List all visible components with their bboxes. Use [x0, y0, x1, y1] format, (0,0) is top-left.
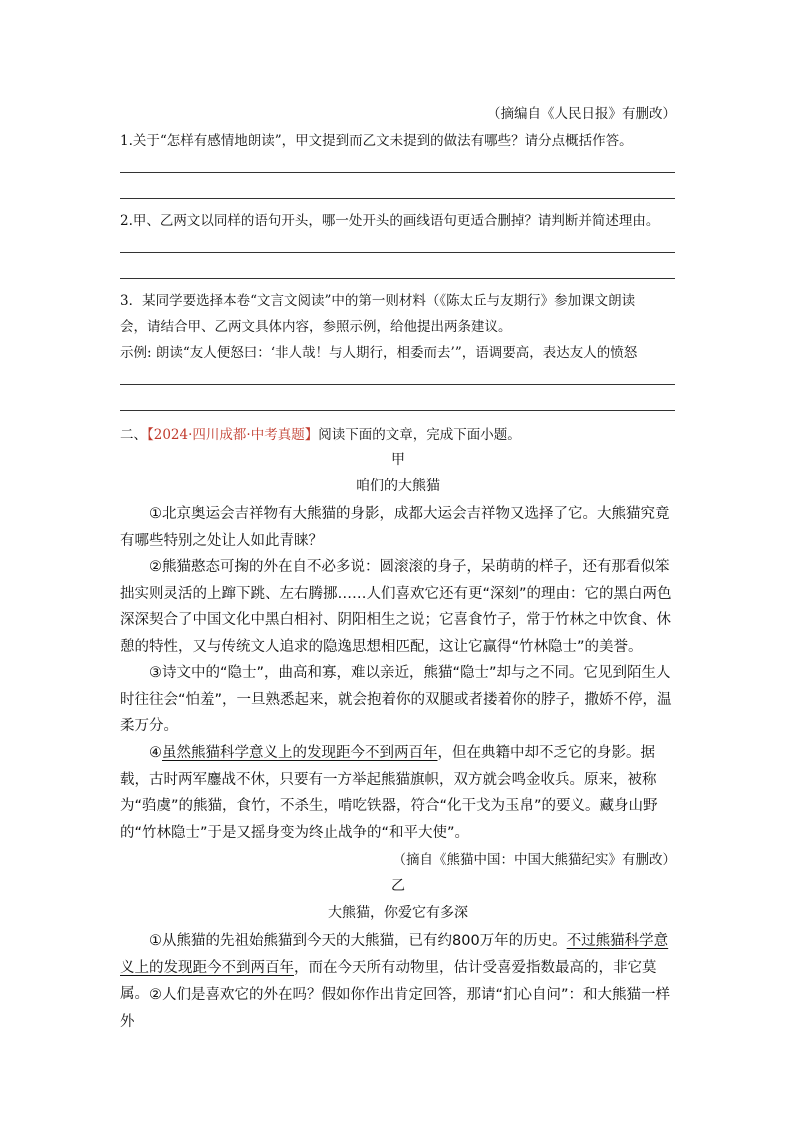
question-2: 2.甲、乙两文以同样的语句开头，哪一处开头的画线语句更适合删掉？请判断并简述理由。	[120, 213, 660, 229]
answer-line	[120, 410, 675, 411]
question-1: 1.关于“怎样有感情地朗读”，甲文提到而乙文未提到的做法有哪些？请分点概括作答。	[120, 133, 633, 149]
section-2-instruction: 阅读下面的文章，完成下面小题。	[318, 427, 521, 443]
text-yi-mark: 乙	[391, 878, 405, 894]
question-3-line1: 3．某同学要选择本卷“文言文阅读”中的第一则材料（《陈太丘与友期行》参加课文朗读	[120, 293, 636, 309]
section-2-prefix: 二、	[120, 427, 147, 443]
answer-line	[120, 198, 675, 199]
source-citation-panda-china: （摘自《熊猫中国：中国大熊猫纪实》有删改）	[392, 852, 676, 868]
jia-paragraph-1: ①北京奥运会吉祥物有大熊猫的身影，成都大运会吉祥物又选择了它。大熊猫究竟有哪些特别之处让人如此青睐？	[120, 506, 670, 549]
section-2-heading	[120, 422, 680, 448]
yi-p1-rest: ，而在今天所有动物里，估计受喜爱指数最高的，非它莫属。	[120, 959, 657, 1002]
answer-line	[120, 384, 675, 385]
question-3-example: 示例: 朗读“友人便怒曰：‘非人哉！与人期行，相委而去’”，语调要高，表达友人的愤怒	[120, 345, 638, 361]
exam-source-tag: 【2024·四川成都·中考真题】	[147, 427, 319, 443]
text-yi-title: 大熊猫，你爱它有多深	[328, 905, 468, 921]
text-jia-mark: 甲	[391, 452, 405, 468]
source-citation-renmin: （摘编自《人民日报》有删改）	[487, 106, 676, 122]
underlined-sentence-jia: 虽然熊猫科学意义上的发现距今不到两百年	[162, 745, 438, 761]
question-3-line2: 会，请结合甲、乙两文具体内容，参照示例，给他提出两条建议。	[120, 319, 512, 335]
answer-line	[120, 278, 675, 279]
jia-paragraph-3: ③诗文中的“隐士”，曲高和寡，难以亲近，熊猫“隐士”却与之不同。它见到陌生人时往往会“怕羞”，一旦熟悉起来，就会抱着你的双腿或者搂着你的脖子，撒娇不停，温柔万分。	[120, 665, 672, 734]
jia-p4-lead: ④	[149, 745, 162, 761]
yi-paragraph-2: ②人们是喜欢它的外在吗？假如你作出肯定回答，那请“扪心自问”：和大熊猫一样外	[120, 987, 671, 1030]
answer-line	[120, 252, 675, 253]
jia-paragraph-4	[120, 740, 676, 846]
answer-line	[120, 172, 675, 173]
underlined-sentence-yi: 不过熊猫科学意义上的发现距今不到两百年	[120, 933, 669, 976]
jia-paragraph-2: ②熊猫憨态可掬的外在自不必多说：圆滚滚的身子，呆萌萌的样子，还有那看似笨拙实则灵活的上蹿下跳、左右腾挪……人们喜欢它还有更“深刻”的理由：它的黑白两色深深契合了中国文化中黑白相衬、阴阳相生之说；它喜食竹子，常于竹林之中饮食、休憩的特性，又与传统文人追求的隐逸思想相匹配，这让它赢得“竹林隐士”的美誉。	[120, 559, 672, 655]
jia-p4-rest: ，但在典籍中却不乏它的身影。据载，古时两军鏖战不休，只要有一方举起熊猫旗帜，双方就会鸣金收兵。原来，被称为“驺虞”的熊猫，食竹，不杀生，啃吃铁器，符合“化干戈为玉帛”的要义。藏身山野的“竹林隐士”于是又摇身变为终止战争的“和平大使”。	[120, 745, 658, 841]
yi-p1-lead: ①从熊猫的先祖始熊猫到今天的大熊猫，已有约800万年的历史。	[149, 933, 567, 949]
text-jia-title: 咱们的大熊猫	[356, 478, 440, 494]
